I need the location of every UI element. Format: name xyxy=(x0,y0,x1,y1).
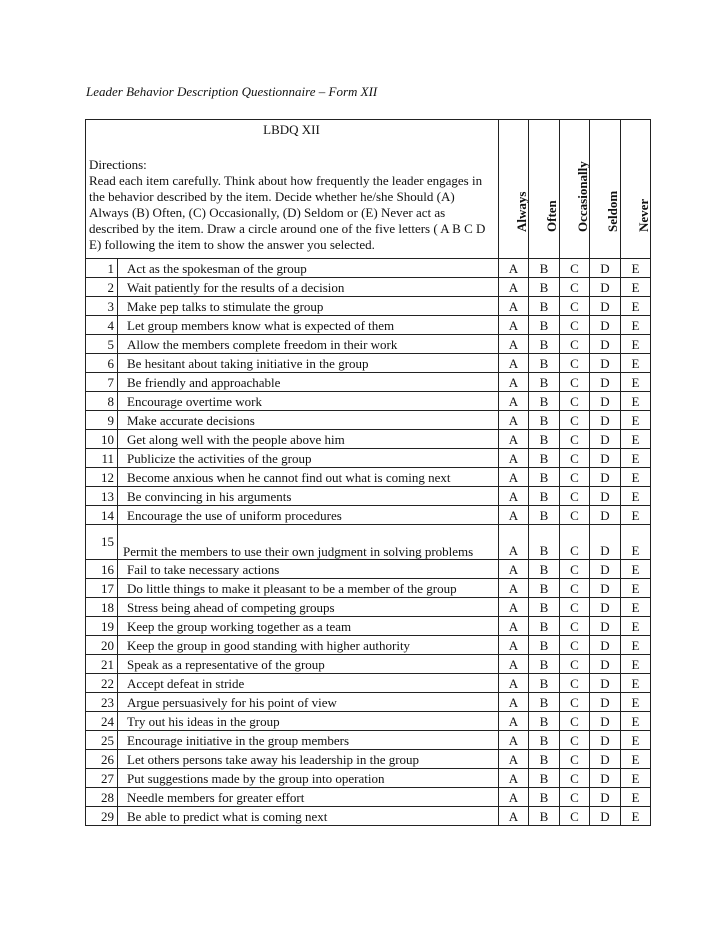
answer-option-d[interactable]: D xyxy=(590,636,621,655)
answer-option-c[interactable]: C xyxy=(560,430,590,449)
scale-seldom xyxy=(590,120,621,259)
directions-body: Read each item carefully. Think about how frequently the leader engages in the behavior described by the item. Decide whether he/she Should (A) Always (B) Often, (C) Occasionally, (D) Seldom or (E) Never act as described by the item. Draw a circle around one of the five letters ( A B C D E) following the item to show the answer you selected. xyxy=(89,173,486,252)
item-number: 2 xyxy=(86,278,118,297)
answer-option-a[interactable]: A xyxy=(499,335,529,354)
table-row xyxy=(86,297,651,316)
answer-option-a[interactable]: A xyxy=(499,506,529,525)
answer-option-e[interactable]: E xyxy=(621,807,651,826)
answer-option-c[interactable]: C xyxy=(560,487,590,506)
answer-option-d[interactable]: D xyxy=(590,525,621,560)
item-text: Let others persons take away his leadership in the group xyxy=(118,750,499,769)
answer-option-c[interactable]: C xyxy=(560,525,590,560)
answer-option-c[interactable]: C xyxy=(560,316,590,335)
table-row xyxy=(86,259,651,278)
directions-text xyxy=(89,157,494,253)
answer-option-a[interactable]: A xyxy=(499,278,529,297)
answer-option-c[interactable]: C xyxy=(560,579,590,598)
table-row xyxy=(86,392,651,411)
item-text: Make accurate decisions xyxy=(118,411,499,430)
item-number: 20 xyxy=(86,636,118,655)
answer-option-e[interactable]: E xyxy=(621,373,651,392)
answer-option-a[interactable]: A xyxy=(499,487,529,506)
answer-option-c[interactable]: C xyxy=(560,560,590,579)
table-row xyxy=(86,769,651,788)
item-text: Be able to predict what is coming next xyxy=(118,807,499,826)
document-title: Leader Behavior Description Questionnaire – Form XII xyxy=(86,84,378,99)
item-text: Allow the members complete freedom in their work xyxy=(118,335,499,354)
answer-option-c[interactable]: C xyxy=(560,259,590,278)
answer-option-e[interactable]: E xyxy=(621,750,651,769)
answer-option-e[interactable]: E xyxy=(621,297,651,316)
answer-option-e[interactable]: E xyxy=(621,598,651,617)
answer-option-c[interactable]: C xyxy=(560,297,590,316)
answer-option-d[interactable]: D xyxy=(590,560,621,579)
item-text: Put suggestions made by the group into operation xyxy=(118,769,499,788)
answer-option-b[interactable]: B xyxy=(529,487,560,506)
answer-option-b[interactable]: B xyxy=(529,731,560,750)
scale-label-always: Always xyxy=(513,191,529,232)
item-number: 11 xyxy=(86,449,118,468)
item-text: Permit the members to use their own judgment in solving problems xyxy=(118,525,499,560)
answer-option-e[interactable]: E xyxy=(621,674,651,693)
table-row xyxy=(86,617,651,636)
answer-option-b[interactable]: B xyxy=(529,750,560,769)
answer-option-e[interactable]: E xyxy=(621,449,651,468)
item-number: 4 xyxy=(86,316,118,335)
answer-option-a[interactable]: A xyxy=(499,411,529,430)
answer-option-c[interactable]: C xyxy=(560,335,590,354)
answer-option-c[interactable]: C xyxy=(560,373,590,392)
answer-option-b[interactable]: B xyxy=(529,297,560,316)
item-text: Become anxious when he cannot find out what is coming next xyxy=(118,468,499,487)
answer-option-b[interactable]: B xyxy=(529,674,560,693)
item-text: Encourage overtime work xyxy=(118,392,499,411)
table-row xyxy=(86,598,651,617)
answer-option-c[interactable]: C xyxy=(560,693,590,712)
item-number: 18 xyxy=(86,598,118,617)
lbdq-heading: LBDQ XII xyxy=(263,122,320,137)
answer-option-a[interactable]: A xyxy=(499,731,529,750)
answer-option-c[interactable]: C xyxy=(560,712,590,731)
answer-option-d[interactable]: D xyxy=(590,750,621,769)
item-number: 15 xyxy=(86,525,118,560)
answer-option-d[interactable]: D xyxy=(590,335,621,354)
answer-option-b[interactable]: B xyxy=(529,373,560,392)
answer-option-c[interactable]: C xyxy=(560,769,590,788)
answer-option-a[interactable]: A xyxy=(499,750,529,769)
answer-option-c[interactable]: C xyxy=(560,674,590,693)
item-number: 23 xyxy=(86,693,118,712)
answer-option-c[interactable]: C xyxy=(560,598,590,617)
answer-option-c[interactable]: C xyxy=(560,411,590,430)
answer-option-b[interactable]: B xyxy=(529,316,560,335)
header-row xyxy=(86,120,651,259)
answer-option-c[interactable]: C xyxy=(560,788,590,807)
answer-option-b[interactable]: B xyxy=(529,560,560,579)
answer-option-d[interactable]: D xyxy=(590,693,621,712)
answer-option-a[interactable]: A xyxy=(499,354,529,373)
item-number: 16 xyxy=(86,560,118,579)
answer-option-a[interactable]: A xyxy=(499,373,529,392)
answer-option-a[interactable]: A xyxy=(499,297,529,316)
item-number: 7 xyxy=(86,373,118,392)
answer-option-a[interactable]: A xyxy=(499,807,529,826)
answer-option-d[interactable]: D xyxy=(590,807,621,826)
answer-option-a[interactable]: A xyxy=(499,560,529,579)
answer-option-e[interactable]: E xyxy=(621,693,651,712)
answer-option-c[interactable]: C xyxy=(560,278,590,297)
answer-option-a[interactable]: A xyxy=(499,655,529,674)
table-row xyxy=(86,788,651,807)
answer-option-d[interactable]: D xyxy=(590,598,621,617)
answer-option-b[interactable]: B xyxy=(529,579,560,598)
answer-option-e[interactable]: E xyxy=(621,617,651,636)
answer-option-c[interactable]: C xyxy=(560,617,590,636)
item-text: Do little things to make it pleasant to be a member of the group xyxy=(118,579,499,598)
item-number: 22 xyxy=(86,674,118,693)
answer-option-d[interactable]: D xyxy=(590,373,621,392)
item-text: Get along well with the people above him xyxy=(118,430,499,449)
answer-option-d[interactable]: D xyxy=(590,430,621,449)
table-row xyxy=(86,487,651,506)
answer-option-d[interactable]: D xyxy=(590,769,621,788)
item-text: Stress being ahead of competing groups xyxy=(118,598,499,617)
answer-option-e[interactable]: E xyxy=(621,430,651,449)
table-row xyxy=(86,636,651,655)
item-number: 5 xyxy=(86,335,118,354)
answer-option-e[interactable]: E xyxy=(621,335,651,354)
answer-option-b[interactable]: B xyxy=(529,693,560,712)
answer-option-b[interactable]: B xyxy=(529,617,560,636)
table-row xyxy=(86,373,651,392)
answer-option-d[interactable]: D xyxy=(590,617,621,636)
table-row xyxy=(86,750,651,769)
table-row xyxy=(86,525,651,560)
answer-option-e[interactable]: E xyxy=(621,712,651,731)
item-text: Needle members for greater effort xyxy=(118,788,499,807)
answer-option-d[interactable]: D xyxy=(590,411,621,430)
item-text: Keep the group in good standing with higher authority xyxy=(118,636,499,655)
answer-option-e[interactable]: E xyxy=(621,411,651,430)
item-text: Encourage the use of uniform procedures xyxy=(118,506,499,525)
item-text: Argue persuasively for his point of view xyxy=(118,693,499,712)
answer-option-e[interactable]: E xyxy=(621,506,651,525)
answer-option-c[interactable]: C xyxy=(560,731,590,750)
directions-cell xyxy=(86,120,499,259)
answer-option-d[interactable]: D xyxy=(590,316,621,335)
table-row xyxy=(86,430,651,449)
item-text: Encourage initiative in the group members xyxy=(118,731,499,750)
answer-option-d[interactable]: D xyxy=(590,788,621,807)
answer-option-e[interactable]: E xyxy=(621,788,651,807)
answer-option-d[interactable]: D xyxy=(590,655,621,674)
answer-option-e[interactable]: E xyxy=(621,560,651,579)
answer-option-c[interactable]: C xyxy=(560,807,590,826)
items-body xyxy=(86,259,651,826)
item-text: Wait patiently for the results of a decision xyxy=(118,278,499,297)
table-row xyxy=(86,449,651,468)
item-number: 14 xyxy=(86,506,118,525)
answer-option-a[interactable]: A xyxy=(499,316,529,335)
table-row xyxy=(86,731,651,750)
scale-always xyxy=(499,120,529,259)
answer-option-e[interactable]: E xyxy=(621,259,651,278)
table-row xyxy=(86,411,651,430)
table-row xyxy=(86,674,651,693)
item-text: Fail to take necessary actions xyxy=(118,560,499,579)
scale-label-seldom: Seldom xyxy=(605,190,620,232)
table-row xyxy=(86,335,651,354)
item-number: 12 xyxy=(86,468,118,487)
answer-option-b[interactable]: B xyxy=(529,468,560,487)
answer-option-c[interactable]: C xyxy=(560,750,590,769)
item-text: Be hesitant about taking initiative in the group xyxy=(118,354,499,373)
answer-option-e[interactable]: E xyxy=(621,316,651,335)
table-row xyxy=(86,506,651,525)
answer-option-b[interactable]: B xyxy=(529,354,560,373)
scale-never xyxy=(621,120,651,259)
answer-option-b[interactable]: B xyxy=(529,278,560,297)
answer-option-c[interactable]: C xyxy=(560,506,590,525)
answer-option-d[interactable]: D xyxy=(590,297,621,316)
item-number: 27 xyxy=(86,769,118,788)
answer-option-e[interactable]: E xyxy=(621,392,651,411)
answer-option-b[interactable]: B xyxy=(529,598,560,617)
item-number: 19 xyxy=(86,617,118,636)
answer-option-a[interactable]: A xyxy=(499,693,529,712)
answer-option-b[interactable]: B xyxy=(529,259,560,278)
answer-option-d[interactable]: D xyxy=(590,259,621,278)
item-text: Accept defeat in stride xyxy=(118,674,499,693)
item-number: 8 xyxy=(86,392,118,411)
answer-option-d[interactable]: D xyxy=(590,674,621,693)
scale-label-never: Never xyxy=(635,198,651,232)
answer-option-b[interactable]: B xyxy=(529,788,560,807)
answer-option-a[interactable]: A xyxy=(499,769,529,788)
answer-option-a[interactable]: A xyxy=(499,617,529,636)
answer-option-a[interactable]: A xyxy=(499,525,529,560)
answer-option-d[interactable]: D xyxy=(590,712,621,731)
item-number: 25 xyxy=(86,731,118,750)
answer-option-a[interactable]: A xyxy=(499,468,529,487)
item-number: 17 xyxy=(86,579,118,598)
directions-label: Directions: xyxy=(89,157,147,172)
table-row xyxy=(86,807,651,826)
answer-option-e[interactable]: E xyxy=(621,769,651,788)
answer-option-e[interactable]: E xyxy=(621,278,651,297)
item-text: Act as the spokesman of the group xyxy=(118,259,499,278)
answer-option-a[interactable]: A xyxy=(499,636,529,655)
answer-option-b[interactable]: B xyxy=(529,636,560,655)
answer-option-e[interactable]: E xyxy=(621,655,651,674)
table-row xyxy=(86,354,651,373)
answer-option-b[interactable]: B xyxy=(529,430,560,449)
answer-option-b[interactable]: B xyxy=(529,335,560,354)
table-row xyxy=(86,468,651,487)
item-number: 28 xyxy=(86,788,118,807)
item-text: Keep the group working together as a team xyxy=(118,617,499,636)
answer-option-b[interactable]: B xyxy=(529,525,560,560)
answer-option-a[interactable]: A xyxy=(499,598,529,617)
answer-option-e[interactable]: E xyxy=(621,579,651,598)
answer-option-c[interactable]: C xyxy=(560,392,590,411)
answer-option-e[interactable]: E xyxy=(621,525,651,560)
answer-option-a[interactable]: A xyxy=(499,430,529,449)
table-row xyxy=(86,316,651,335)
item-number: 13 xyxy=(86,487,118,506)
table-row xyxy=(86,278,651,297)
questionnaire-table xyxy=(85,119,651,826)
answer-option-d[interactable]: D xyxy=(590,278,621,297)
table-row xyxy=(86,655,651,674)
item-text: Let group members know what is expected of them xyxy=(118,316,499,335)
item-number: 21 xyxy=(86,655,118,674)
answer-option-b[interactable]: B xyxy=(529,807,560,826)
table-row xyxy=(86,579,651,598)
answer-option-d[interactable]: D xyxy=(590,731,621,750)
item-number: 26 xyxy=(86,750,118,769)
table-row xyxy=(86,693,651,712)
item-number: 6 xyxy=(86,354,118,373)
answer-option-e[interactable]: E xyxy=(621,354,651,373)
item-number: 10 xyxy=(86,430,118,449)
answer-option-a[interactable]: A xyxy=(499,674,529,693)
item-text: Be convincing in his arguments xyxy=(118,487,499,506)
answer-option-c[interactable]: C xyxy=(560,449,590,468)
answer-option-a[interactable]: A xyxy=(499,788,529,807)
answer-option-d[interactable]: D xyxy=(590,579,621,598)
answer-option-d[interactable]: D xyxy=(590,506,621,525)
item-text: Be friendly and approachable xyxy=(118,373,499,392)
answer-option-c[interactable]: C xyxy=(560,468,590,487)
answer-option-b[interactable]: B xyxy=(529,655,560,674)
answer-option-a[interactable]: A xyxy=(499,449,529,468)
answer-option-c[interactable]: C xyxy=(560,354,590,373)
item-number: 3 xyxy=(86,297,118,316)
scale-often xyxy=(529,120,560,259)
item-text: Make pep talks to stimulate the group xyxy=(118,297,499,316)
answer-option-d[interactable]: D xyxy=(590,354,621,373)
answer-option-b[interactable]: B xyxy=(529,712,560,731)
answer-option-e[interactable]: E xyxy=(621,468,651,487)
answer-option-b[interactable]: B xyxy=(529,506,560,525)
answer-option-a[interactable]: A xyxy=(499,392,529,411)
answer-option-b[interactable]: B xyxy=(529,449,560,468)
item-text: Try out his ideas in the group xyxy=(118,712,499,731)
item-number: 1 xyxy=(86,259,118,278)
answer-option-a[interactable]: A xyxy=(499,579,529,598)
answer-option-d[interactable]: D xyxy=(590,392,621,411)
answer-option-e[interactable]: E xyxy=(621,636,651,655)
answer-option-e[interactable]: E xyxy=(621,731,651,750)
answer-option-d[interactable]: D xyxy=(590,487,621,506)
answer-option-b[interactable]: B xyxy=(529,411,560,430)
answer-option-c[interactable]: C xyxy=(560,655,590,674)
item-text: Publicize the activities of the group xyxy=(118,449,499,468)
item-number: 9 xyxy=(86,411,118,430)
answer-option-c[interactable]: C xyxy=(560,636,590,655)
answer-option-b[interactable]: B xyxy=(529,392,560,411)
item-number: 24 xyxy=(86,712,118,731)
answer-option-e[interactable]: E xyxy=(621,487,651,506)
table-row xyxy=(86,560,651,579)
answer-option-d[interactable]: D xyxy=(590,468,621,487)
answer-option-a[interactable]: A xyxy=(499,712,529,731)
table-row xyxy=(86,712,651,731)
scale-label-often: Often xyxy=(544,200,559,232)
scale-occasionally xyxy=(560,120,590,259)
answer-option-d[interactable]: D xyxy=(590,449,621,468)
answer-option-b[interactable]: B xyxy=(529,769,560,788)
item-text: Speak as a representative of the group xyxy=(118,655,499,674)
scale-label-occasionally: Occasionally xyxy=(574,161,590,232)
item-number: 29 xyxy=(86,807,118,826)
answer-option-a[interactable]: A xyxy=(499,259,529,278)
